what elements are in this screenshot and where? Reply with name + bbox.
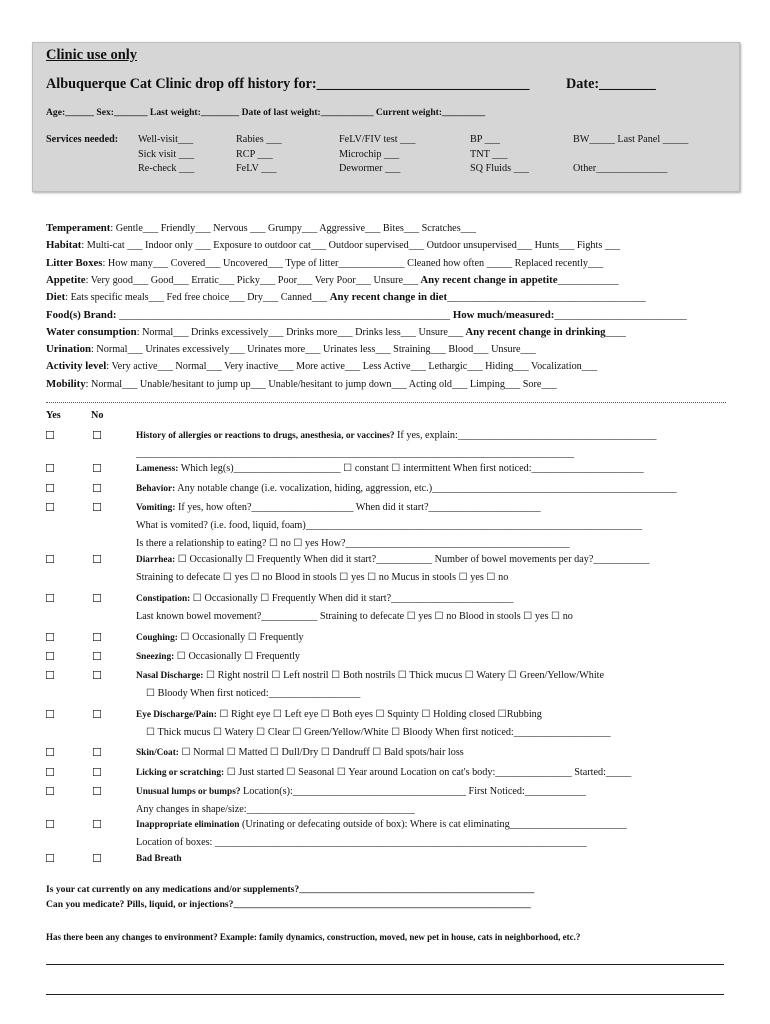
checklist-item-label: Unusual lumps or bumps? xyxy=(136,787,241,797)
service-option[interactable]: Sick visit ___ xyxy=(138,149,195,160)
service-option[interactable]: FeLV ___ xyxy=(236,163,277,174)
checklist-item-followup[interactable]: Any changes in shape/size:_________________________________ xyxy=(136,804,415,815)
checkbox-yes[interactable]: ☐ xyxy=(45,553,55,566)
checklist-item-details[interactable]: If yes, explain:_______________________________________ xyxy=(394,430,657,441)
history-row[interactable] xyxy=(46,274,619,286)
checklist-item[interactable] xyxy=(136,709,542,720)
environment-answer-line-1[interactable] xyxy=(46,964,724,965)
checklist-item[interactable] xyxy=(136,463,644,474)
history-row-change-question: Any recent change in appetite xyxy=(418,273,558,286)
checkbox-yes[interactable]: ☐ xyxy=(45,669,55,682)
checklist-item-details[interactable]: ☐ Just started ☐ Seasonal ☐ Year around Location on cat's body:_______________ Started:_____ xyxy=(224,767,632,778)
checkbox-no[interactable]: ☐ xyxy=(92,482,102,495)
checklist-item[interactable] xyxy=(136,593,513,604)
checkbox-no[interactable]: ☐ xyxy=(92,746,102,759)
checklist-item[interactable] xyxy=(136,767,631,778)
checkbox-yes[interactable]: ☐ xyxy=(45,592,55,605)
checklist-item-label: Diarrhea: xyxy=(136,555,176,565)
checklist-item[interactable] xyxy=(136,483,677,494)
checklist-item-label: Coughing: xyxy=(136,633,178,643)
history-row-options[interactable]: _________________________________________________________________ xyxy=(116,309,451,321)
checkbox-no[interactable]: ☐ xyxy=(92,553,102,566)
history-row[interactable] xyxy=(46,257,603,269)
checklist-item[interactable] xyxy=(136,747,464,758)
checkbox-yes[interactable]: ☐ xyxy=(45,852,55,865)
history-row-label: Diet xyxy=(46,291,66,304)
checklist-item-followup[interactable]: ☐ Thick mucus ☐ Watery ☐ Clear ☐ Green/Yellow/White ☐ Bloody When first noticed:___________________ xyxy=(146,727,611,738)
environment-question: Has there been any changes to environment? Example: family dynamics, construction, moved, new pet in house, cats in neighborhood, etc.? xyxy=(46,932,581,942)
checkbox-yes[interactable]: ☐ xyxy=(45,708,55,721)
checkbox-no[interactable]: ☐ xyxy=(92,708,102,721)
history-row-answer-line[interactable]: ____ xyxy=(605,326,626,338)
service-option[interactable]: TNT ___ xyxy=(470,149,508,160)
service-option[interactable]: Dewormer ___ xyxy=(339,163,401,174)
checklist-item[interactable] xyxy=(136,651,300,662)
checkbox-yes[interactable]: ☐ xyxy=(45,818,55,831)
checkbox-no[interactable]: ☐ xyxy=(92,429,102,442)
service-option[interactable]: Re-check ___ xyxy=(138,163,195,174)
service-option[interactable]: Rabies ___ xyxy=(236,134,282,145)
checklist-item[interactable] xyxy=(136,554,649,565)
checklist-item-followup[interactable]: Straining to defecate ☐ yes ☐ no Blood in stools ☐ yes ☐ no Mucus in stools ☐ yes ☐ no xyxy=(136,572,509,583)
checklist-item-details[interactable]: ☐ Occasionally ☐ Frequently xyxy=(174,651,300,662)
service-option[interactable]: RCP ___ xyxy=(236,149,273,160)
checkbox-no[interactable]: ☐ xyxy=(92,785,102,798)
environment-answer-line-2[interactable] xyxy=(46,994,724,995)
history-row-options[interactable]: : How many___ Covered___ Uncovered___ Type of litter_____________ Cleaned how often _____ Replaced recently___ xyxy=(102,257,604,269)
checklist-item[interactable] xyxy=(136,632,304,643)
checkbox-yes[interactable]: ☐ xyxy=(45,429,55,442)
date-field[interactable]: Date:________ xyxy=(566,76,656,92)
checklist-item-followup[interactable]: Is there a relationship to eating? ☐ no ☐ yes How?____________________________________________ xyxy=(136,538,570,549)
checklist-item-followup[interactable]: Location of boxes: _________________________________________________________________________ xyxy=(136,837,587,848)
checkbox-yes[interactable]: ☐ xyxy=(45,650,55,663)
checkbox-no[interactable]: ☐ xyxy=(92,501,102,514)
history-row-answer-line[interactable]: ____________ xyxy=(557,274,619,286)
history-row-options[interactable]: : Very active___ Normal___ Very inactive___ More active___ Less Active___ Lethargic___ Hiding___ Vocalization___ xyxy=(106,361,598,373)
history-row[interactable] xyxy=(46,343,536,355)
checklist-item-details[interactable]: ☐ Right nostril ☐ Left nostril ☐ Both nostrils ☐ Thick mucus ☐ Watery ☐ Green/Yellow/White xyxy=(203,670,605,681)
checklist-item-followup[interactable]: ______________________________________________________________________________________ xyxy=(136,448,575,459)
checkbox-no[interactable]: ☐ xyxy=(92,669,102,682)
history-row-answer-line[interactable]: _______________________________________ xyxy=(447,292,646,304)
checklist-item-label: Licking or scratching: xyxy=(136,768,225,778)
history-row[interactable] xyxy=(46,309,687,321)
checkbox-yes[interactable]: ☐ xyxy=(45,462,55,475)
medications-question[interactable]: Is your cat currently on any medications and/or supplements?_________________________________________________ xyxy=(46,884,535,895)
checkbox-yes[interactable]: ☐ xyxy=(45,766,55,779)
history-row[interactable] xyxy=(46,360,597,372)
history-row-answer-line[interactable]: __________________________ xyxy=(554,309,687,321)
checkbox-yes[interactable]: ☐ xyxy=(45,482,55,495)
checkbox-yes[interactable]: ☐ xyxy=(45,631,55,644)
checklist-item-details[interactable]: ☐ Occasionally ☐ Frequently When did it start?________________________ xyxy=(190,593,514,604)
measurements-row[interactable]: Age:______ Sex:_______ Last weight:________ Date of last weight:___________ Current weight:_________ xyxy=(46,107,486,118)
checklist-item-details[interactable]: Which leg(s)_____________________ ☐ constant ☐ intermittent When first noticed:______________________ xyxy=(178,463,644,474)
checklist-item-details[interactable]: Location(s):__________________________________ First Noticed:____________ xyxy=(240,786,586,797)
checklist-item-label: Behavior: xyxy=(136,484,176,494)
checkbox-yes[interactable]: ☐ xyxy=(45,746,55,759)
checkbox-yes[interactable]: ☐ xyxy=(45,501,55,514)
checklist-item-details[interactable]: If yes, how often?____________________ When did it start?______________________ xyxy=(175,502,541,513)
history-row-change-question: Any recent change in diet xyxy=(329,291,448,304)
history-row-label: Mobility xyxy=(46,377,86,390)
history-row-label: Temperament xyxy=(46,222,111,234)
checklist-item-label: Bad Breath xyxy=(136,854,182,864)
history-row-options[interactable]: : Normal___ Drinks excessively___ Drinks more___ Drinks less___ Unsure___ xyxy=(136,326,464,338)
history-row-label: Urination xyxy=(46,343,91,356)
checkbox-no[interactable]: ☐ xyxy=(92,852,102,865)
history-row-options[interactable]: : Very good___ Good___ Erratic___ Picky___ Poor___ Very Poor___ Unsure___ xyxy=(85,274,419,286)
checkbox-no[interactable]: ☐ xyxy=(92,818,102,831)
checklist-item-label: Lameness: xyxy=(136,464,179,474)
checklist-item[interactable] xyxy=(136,853,182,864)
history-row[interactable] xyxy=(46,239,620,251)
service-option[interactable]: Other______________ xyxy=(573,163,668,174)
clinic-use-only-heading: Clinic use only xyxy=(46,47,138,63)
service-option[interactable]: FeLV/FIV test ___ xyxy=(339,134,416,145)
section-divider xyxy=(46,402,726,403)
history-row-label: Food(s) Brand: xyxy=(46,308,117,321)
checklist-item[interactable] xyxy=(136,819,627,830)
drop-off-title[interactable]: Albuquerque Cat Clinic drop off history for:______________________________ xyxy=(46,76,530,92)
checklist-item-details[interactable]: ☐ Normal ☐ Matted ☐ Dull/Dry ☐ Dandruff ☐ Bald spots/hair loss xyxy=(178,747,464,758)
checklist-item-details[interactable]: ☐ Right eye ☐ Left eye ☐ Both eyes ☐ Squinty ☐ Holding closed ☐Rubbing xyxy=(216,709,542,720)
history-row-options[interactable]: : Multi-cat ___ Indoor only ___ Exposure to outdoor cat___ Outdoor supervised___ Outdoor unsupervised___ Hunts___ Fights ___ xyxy=(81,240,621,252)
history-row-options[interactable]: : Normal___ Urinates excessively___ Urinates more___ Urinates less___ Straining___ Blood___ Unsure___ xyxy=(91,344,536,356)
checklist-item-details[interactable]: ☐ Occasionally ☐ Frequently When did it start?___________ Number of bowel movements per day?___________ xyxy=(175,554,650,565)
checklist-item-followup[interactable]: ☐ Bloody When first noticed:__________________ xyxy=(146,688,361,699)
service-option[interactable]: Microchip ___ xyxy=(339,149,400,160)
checkbox-no[interactable]: ☐ xyxy=(92,631,102,644)
checkbox-yes[interactable]: ☐ xyxy=(45,785,55,798)
checklist-item-label: Nasal Discharge: xyxy=(136,671,204,681)
history-row[interactable] xyxy=(46,222,476,234)
checklist-item-followup[interactable]: Last known bowel movement?___________ Straining to defecate ☐ yes ☐ no Blood in stools ☐ yes ☐ no xyxy=(136,611,573,622)
history-row-label: Appetite xyxy=(46,273,86,286)
checklist-item[interactable] xyxy=(136,502,541,513)
checklist-item-label: Inappropriate elimination xyxy=(136,820,240,830)
history-row-change-question: Any recent change in drinking xyxy=(463,325,606,338)
checklist-item-label: Sneezing: xyxy=(136,652,175,662)
checklist-item-details[interactable]: Any notable change (i.e. vocalization, hiding, aggression, etc.)________________________________________________ xyxy=(175,483,677,494)
yes-column-header: Yes xyxy=(46,410,61,421)
service-option[interactable]: SQ Fluids ___ xyxy=(470,163,529,174)
history-row-change-question: How much/measured: xyxy=(450,308,555,321)
history-row[interactable] xyxy=(46,291,646,303)
checklist-item-label: Skin/Coat: xyxy=(136,748,179,758)
checklist-item-followup[interactable]: What is vomited? (i.e. food, liquid, foam)__________________________________________________________________ xyxy=(136,520,642,531)
history-row[interactable] xyxy=(46,326,626,338)
services-label: Services needed: xyxy=(46,134,119,145)
no-column-header: No xyxy=(91,410,104,421)
history-row-label: Activity level xyxy=(46,360,107,373)
service-option[interactable]: Well-visit___ xyxy=(138,134,194,145)
checkbox-no[interactable]: ☐ xyxy=(92,766,102,779)
checkbox-no[interactable]: ☐ xyxy=(92,462,102,475)
medicate-question[interactable]: Can you medicate? Pills, liquid, or injections?______________________________________________________________ xyxy=(46,899,531,910)
history-row-label: Habitat xyxy=(46,239,82,252)
checklist-item-details[interactable]: (Urinating or defecating outside of box): Where is cat eliminating_______________________ xyxy=(239,819,627,830)
history-row-options[interactable]: : Normal___ Unable/hesitant to jump up___ Unable/hesitant to jump down___ Acting old___ Limping___ Sore___ xyxy=(85,378,557,390)
history-row-label: Litter Boxes xyxy=(46,256,103,269)
history-row-label: Water consumption xyxy=(46,325,137,338)
history-row[interactable] xyxy=(46,378,557,390)
checklist-item-label: Vomiting: xyxy=(136,503,176,513)
history-row-options[interactable]: : Eats specific meals___ Fed free choice___ Dry___ Canned___ xyxy=(65,292,330,304)
checklist-item-details[interactable]: ☐ Occasionally ☐ Frequently xyxy=(177,632,304,643)
history-row-options[interactable]: : Gentle___ Friendly___ Nervous ___ Grumpy___ Aggressive___ Bites___ Scratches___ xyxy=(110,223,476,234)
service-option[interactable]: BW_____ Last Panel _____ xyxy=(573,134,689,145)
checklist-item[interactable] xyxy=(136,670,604,681)
service-option[interactable]: BP ___ xyxy=(470,134,500,145)
checklist-item-label: Constipation: xyxy=(136,594,191,604)
checkbox-no[interactable]: ☐ xyxy=(92,592,102,605)
checkbox-no[interactable]: ☐ xyxy=(92,650,102,663)
checklist-item[interactable] xyxy=(136,786,586,797)
checklist-item-label: Eye Discharge/Pain: xyxy=(136,710,217,720)
checklist-item[interactable] xyxy=(136,430,657,441)
checklist-item-label: History of allergies or reactions to drugs, anesthesia, or vaccines? xyxy=(136,431,395,441)
